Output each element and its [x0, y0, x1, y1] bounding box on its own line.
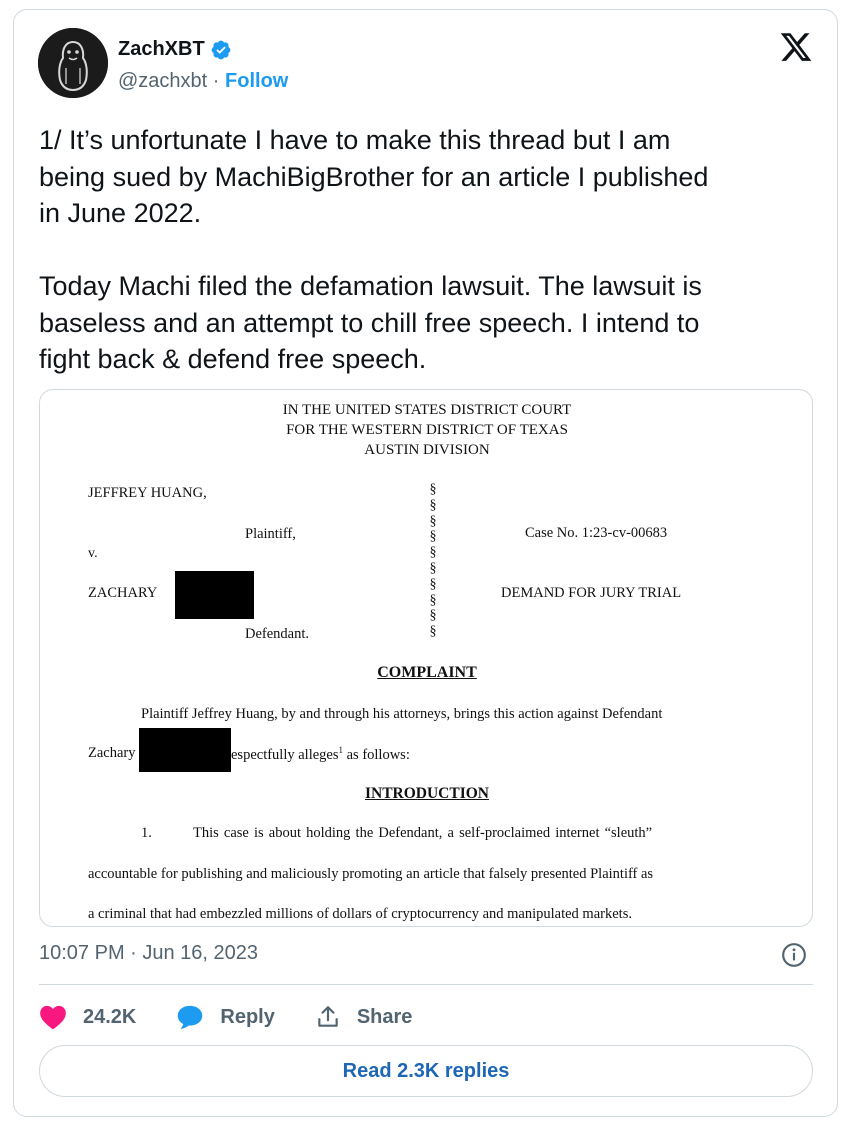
versus-label: v.: [88, 546, 98, 561]
court-name-line1: IN THE UNITED STATES DISTRICT COURT: [282, 402, 572, 418]
x-logo-icon[interactable]: [779, 30, 813, 64]
redaction-bar: [139, 728, 231, 772]
complaint-document-image[interactable]: [39, 389, 813, 927]
follow-button[interactable]: Follow: [225, 70, 289, 92]
plaintiff-name: JEFFREY HUANG,: [88, 485, 207, 501]
author-handle-row: [118, 70, 288, 93]
intro-alleges-text: espectfully alleges: [231, 746, 339, 763]
paragraph1-line3: a criminal that had embezzled millions of dollars of cryptocurrency and manipulated markets.: [88, 906, 632, 922]
intro-as-follows-text: as follows:: [343, 746, 410, 763]
court-name-line2: FOR THE WESTERN DISTRICT OF TEXAS: [286, 422, 568, 438]
footnote-mark: 1: [338, 745, 343, 755]
share-label: Share: [356, 1005, 413, 1028]
share-icon: [315, 1004, 341, 1030]
handle-separator: ·: [207, 70, 226, 92]
introduction-heading: INTRODUCTION: [364, 785, 489, 802]
case-number: Case No. 1:23-cv-00683: [525, 525, 668, 541]
tweet-text: 1/ It’s unfortunate I have to make this thread but I am being sued by MachiBigBrother for an article I published in June 2022. Today Machi filed the defamation lawsuit. The lawsuit is baseless and an attempt to chill free speech. I intend to fight back & defend free speech.: [39, 125, 709, 374]
reply-label: Reply: [220, 1005, 275, 1028]
divider: [39, 984, 813, 985]
defendant-label: Defendant.: [245, 626, 310, 642]
intro-paragraph-line2-rest: [231, 745, 410, 764]
like-count: 24.2K: [83, 1005, 137, 1028]
read-replies-button[interactable]: Read 2.3K replies: [39, 1045, 813, 1097]
tweet-card: [13, 9, 838, 1117]
reply-button[interactable]: [176, 1004, 274, 1030]
info-icon[interactable]: [781, 942, 807, 968]
author-name-row: [118, 38, 232, 61]
avatar[interactable]: [38, 28, 108, 98]
tweet-timestamp[interactable]: 10:07 PM · Jun 16, 2023: [39, 942, 259, 964]
paragraph1-line2: accountable for publishing and maliciously promoting an article that falsely presented Plaintiff as: [88, 866, 654, 882]
action-bar: [39, 1000, 452, 1034]
paragraph1-line1: This case is about holding the Defendant, a self-proclaimed internet “sleuth”: [193, 825, 653, 841]
complaint-heading: COMPLAINT: [377, 664, 477, 681]
section-symbols: § § § § § § § § § §: [429, 482, 437, 640]
share-button[interactable]: [315, 1004, 413, 1030]
redaction-bar: [175, 571, 254, 619]
jury-demand: DEMAND FOR JURY TRIAL: [501, 585, 682, 601]
like-button[interactable]: [39, 1004, 136, 1030]
defendant-name: ZACHARY: [88, 585, 158, 601]
intro-paragraph-line2: [88, 745, 136, 762]
paragraph-number: 1.: [141, 825, 152, 841]
author-handle[interactable]: @zachxbt: [118, 70, 208, 92]
reply-bubble-icon: [176, 1004, 204, 1030]
heart-icon: [39, 1004, 67, 1030]
plaintiff-label: Plaintiff,: [245, 526, 296, 542]
author-display-name[interactable]: ZachXBT: [118, 38, 205, 60]
intro-paragraph-line1: Plaintiff Jeffrey Huang, by and through his attorneys, brings this action against Defendant: [141, 706, 663, 722]
court-division: AUSTIN DIVISION: [364, 442, 490, 458]
verified-badge-icon: [210, 39, 232, 61]
intro-defendant-first-name: Zachary: [88, 745, 136, 761]
